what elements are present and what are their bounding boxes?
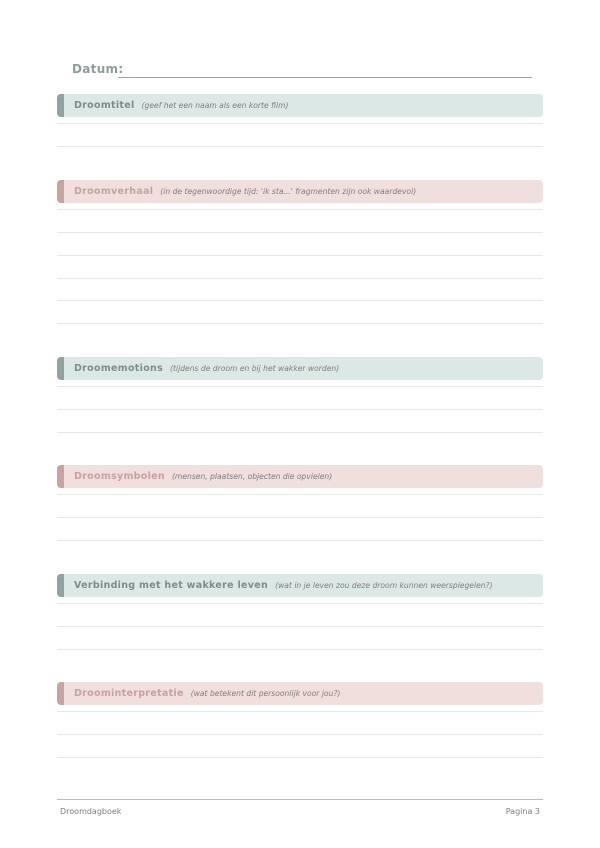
section-title: Droomtitel	[74, 100, 135, 111]
section-hint: (geef het een naam als een korte film)	[141, 101, 289, 110]
write-line[interactable]	[57, 540, 543, 541]
write-line[interactable]	[57, 603, 543, 604]
write-line[interactable]	[57, 734, 543, 735]
footer-divider	[57, 799, 543, 800]
page-number: Pagina 3	[505, 807, 540, 816]
write-line[interactable]	[57, 649, 543, 650]
section-hint: (tijdens de droom en bij het wakker worden)	[170, 364, 340, 373]
section-hint: (wat betekent dit persoonlijk voor jou?)	[190, 689, 341, 698]
section-title: Verbinding met het wakkere leven	[74, 580, 269, 591]
write-line[interactable]	[57, 626, 543, 627]
section-hint: (in de tegenwoordige tijd: 'ik sta...' fragmenten zijn ook waardevol)	[160, 187, 417, 196]
section-header-droomtitel	[57, 94, 543, 117]
section-header-droomemotions	[57, 357, 543, 380]
date-write-line[interactable]	[118, 77, 532, 78]
write-line[interactable]	[57, 146, 543, 147]
section-hint: (wat in je leven zou deze droom kunnen weerspiegelen?)	[275, 581, 493, 590]
write-line[interactable]	[57, 386, 543, 387]
section-header-verbinding	[57, 574, 543, 597]
write-line[interactable]	[57, 517, 543, 518]
section-header-droominterpretatie	[57, 682, 543, 705]
write-line[interactable]	[57, 494, 543, 495]
write-line[interactable]	[57, 123, 543, 124]
write-line[interactable]	[57, 232, 543, 233]
section-header-droomsymbolen	[57, 465, 543, 488]
date-label: Datum:	[72, 62, 124, 76]
write-line[interactable]	[57, 323, 543, 324]
write-line[interactable]	[57, 278, 543, 279]
section-header-droomverhaal	[57, 180, 543, 203]
write-line[interactable]	[57, 255, 543, 256]
section-title: Droomverhaal	[74, 186, 154, 197]
write-line[interactable]	[57, 300, 543, 301]
write-line[interactable]	[57, 757, 543, 758]
date-row	[72, 62, 532, 80]
section-hint: (mensen, plaatsen, objecten die opvielen)	[171, 472, 333, 481]
section-title: Droomemotions	[74, 363, 164, 374]
write-line[interactable]	[57, 711, 543, 712]
write-line[interactable]	[57, 409, 543, 410]
write-line[interactable]	[57, 432, 543, 433]
section-title: Droomsymbolen	[74, 471, 165, 482]
section-title: Droominterpretatie	[74, 688, 184, 699]
footer-title: Droomdagboek	[60, 807, 122, 816]
write-line[interactable]	[57, 209, 543, 210]
